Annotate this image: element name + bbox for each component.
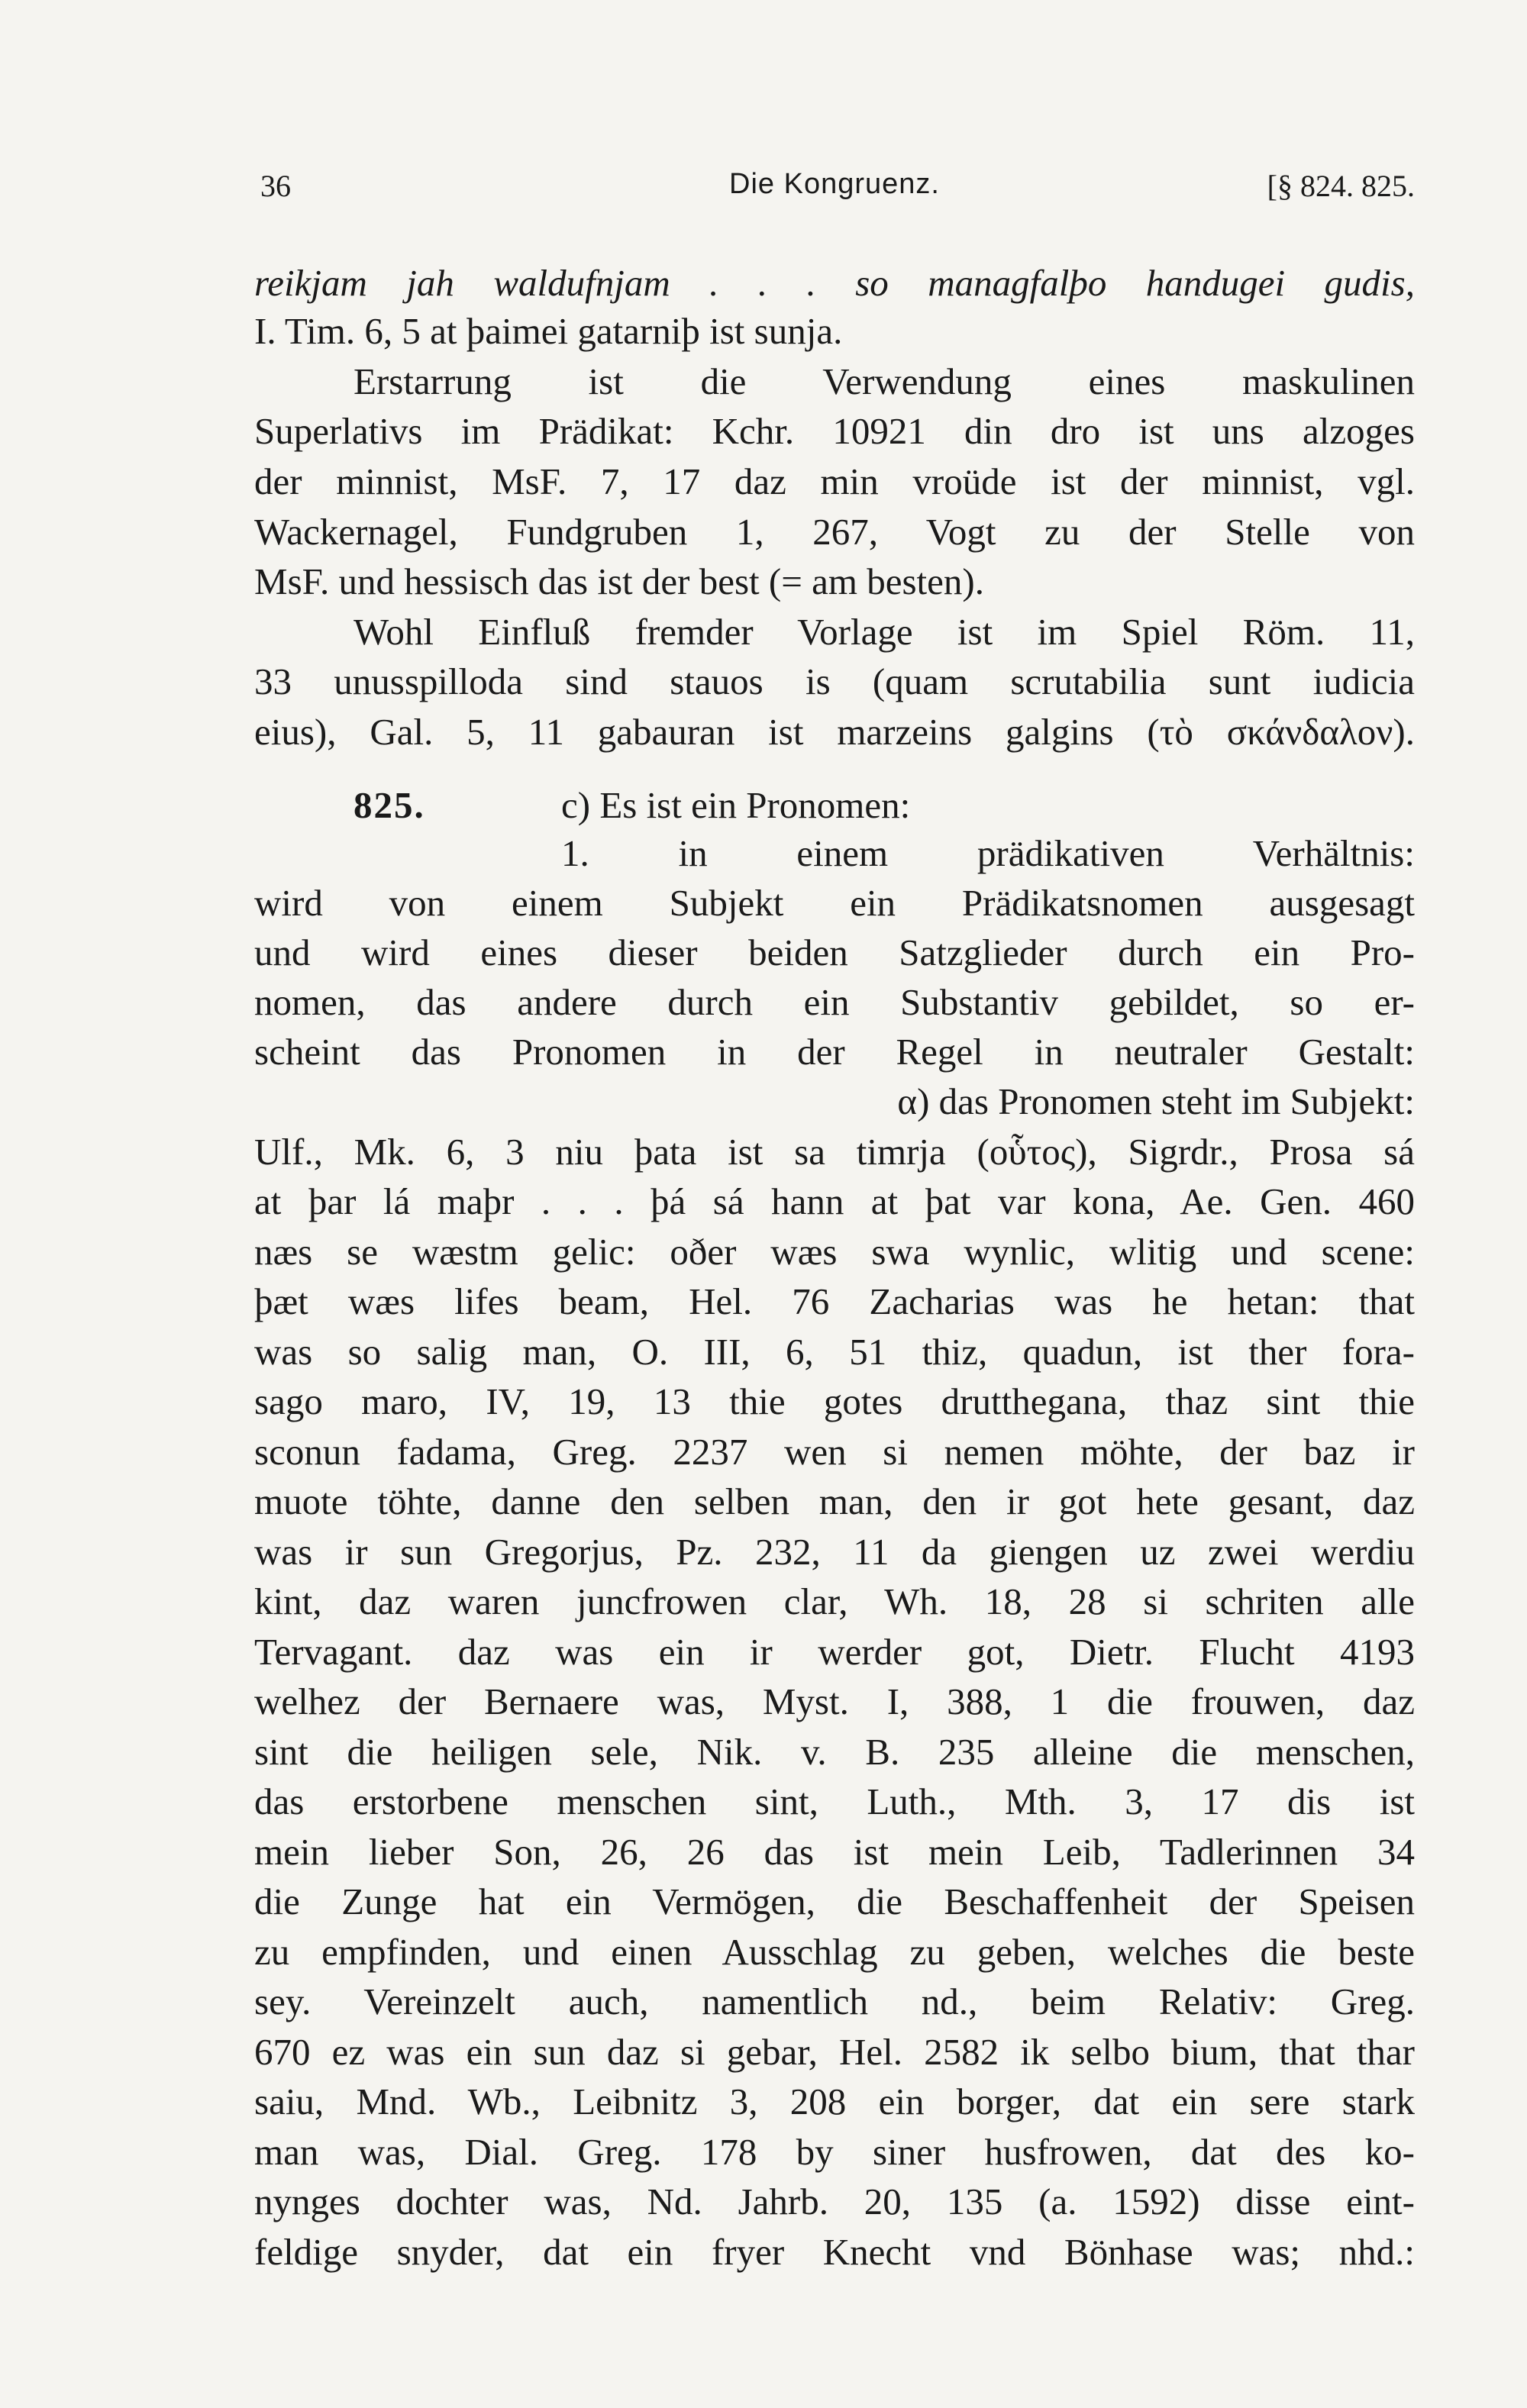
text-line: Erstarrung ist die Verwendung eines maskulinen	[354, 360, 1415, 402]
text-line: zu empfinden, und einen Ausschlag zu geben, welches die beste	[254, 1931, 1415, 1973]
text-line: welhez der Bernaere was, Myst. I, 388, 1 die frouwen, daz	[254, 1680, 1415, 1722]
section-number: 825.	[354, 784, 425, 826]
text-line: die Zunge hat ein Vermögen, die Beschaffenheit der Speisen	[254, 1880, 1415, 1922]
running-title: Die Kongruenz.	[729, 168, 940, 200]
text-line: 1. in einem prädikativen Verhältnis:	[561, 832, 1415, 874]
text-line: Wackernagel, Fundgruben 1, 267, Vogt zu der Stelle von	[254, 511, 1415, 553]
page-number: 36	[260, 169, 291, 203]
text-line: Superlativs im Prädikat: Kchr. 10921 din dro ist uns alzoges	[254, 410, 1415, 452]
text-line: das erstorbene menschen sint, Luth., Mth. 3, 17 dis ist	[254, 1780, 1415, 1822]
text-line: at þar lá maþr . . . þá sá hann at þat var kona, Ae. Gen. 460	[254, 1180, 1415, 1222]
text-line: reikjam jah waldufnjam . . . so managfalþo handugei gudis,	[254, 262, 1415, 304]
text-line: I. Tim. 6, 5 at þaimei gatarniþ ist sunja.	[254, 310, 843, 352]
text-line: was ir sun Gregorjus, Pz. 232, 11 da giengen uz zwei werdiu	[254, 1531, 1415, 1573]
text-line: saiu, Mnd. Wb., Leibnitz 3, 208 ein borger, dat ein sere stark	[254, 2080, 1415, 2122]
text-line: sconun fadama, Greg. 2237 wen si nemen möhte, der baz ir	[254, 1431, 1415, 1473]
text-line: MsF. und hessisch das ist der best (= am besten).	[254, 560, 984, 602]
text-line: nynges dochter was, Nd. Jahrb. 20, 135 (a. 1592) disse eint-	[254, 2180, 1415, 2222]
text-line: und wird eines dieser beiden Satzglieder durch ein Pro-	[254, 931, 1415, 973]
text-line: kint, daz waren juncfrowen clar, Wh. 18, 28 si schriten alle	[254, 1580, 1415, 1622]
section-heading: c) Es ist ein Pronomen:	[561, 784, 911, 826]
page-header	[254, 168, 1415, 214]
text-line: wird von einem Subjekt ein Prädikatsnomen ausgesagt	[254, 882, 1415, 924]
text-line: Ulf., Mk. 6, 3 niu þata ist sa timrja (οὗτος), Sigrdr., Prosa sá	[254, 1131, 1415, 1173]
text-line: mein lieber Son, 26, 26 das ist mein Leib, Tadlerinnen 34	[254, 1831, 1415, 1873]
section-marker: [§ 824. 825.	[1267, 169, 1415, 203]
text-line: muote töhte, danne den selben man, den ir got hete gesant, daz	[254, 1480, 1415, 1522]
text-line: was so salig man, O. III, 6, 51 thiz, quadun, ist ther fora-	[254, 1331, 1415, 1373]
text-line: nomen, das andere durch ein Substantiv gebildet, so er-	[254, 981, 1415, 1023]
text-line: sago maro, IV, 19, 13 thie gotes drutthegana, thaz sint thie	[254, 1380, 1415, 1422]
text-line: 670 ez was ein sun daz si gebar, Hel. 2582 ik selbo bium, that thar	[254, 2031, 1415, 2073]
text-line: man was, Dial. Greg. 178 by siner husfrowen, dat des ko-	[254, 2131, 1415, 2173]
text-line: der minnist, MsF. 7, 17 daz min vroüde ist der minnist, vgl.	[254, 460, 1415, 502]
text-line: eius), Gal. 5, 11 gabauran ist marzeins galgins (τὸ σκάνδαλον).	[254, 711, 1415, 753]
text-line: næs se wæstm gelic: oðer wæs swa wynlic, wlitig und scene:	[254, 1231, 1415, 1273]
text-line: feldige snyder, dat ein fryer Knecht vnd Bönhase was; nhd.:	[254, 2231, 1415, 2273]
text-line: sey. Vereinzelt auch, namentlich nd., beim Relativ: Greg.	[254, 1980, 1415, 2022]
subsection-heading: α) das Pronomen steht im Subjekt:	[897, 1080, 1415, 1122]
text-line: scheint das Pronomen in der Regel in neutraler Gestalt:	[254, 1031, 1415, 1073]
text-line: sint die heiligen sele, Nik. v. B. 235 alleine die menschen,	[254, 1731, 1415, 1773]
text-line: Wohl Einfluß fremder Vorlage ist im Spiel Röm. 11,	[354, 611, 1415, 653]
text-line: þæt wæs lifes beam, Hel. 76 Zacharias was he hetan: that	[254, 1280, 1415, 1322]
text-line: Tervagant. daz was ein ir werder got, Dietr. Flucht 4193	[254, 1631, 1415, 1673]
text-line: 33 unusspilloda sind stauos is (quam scrutabilia sunt iudicia	[254, 660, 1415, 702]
